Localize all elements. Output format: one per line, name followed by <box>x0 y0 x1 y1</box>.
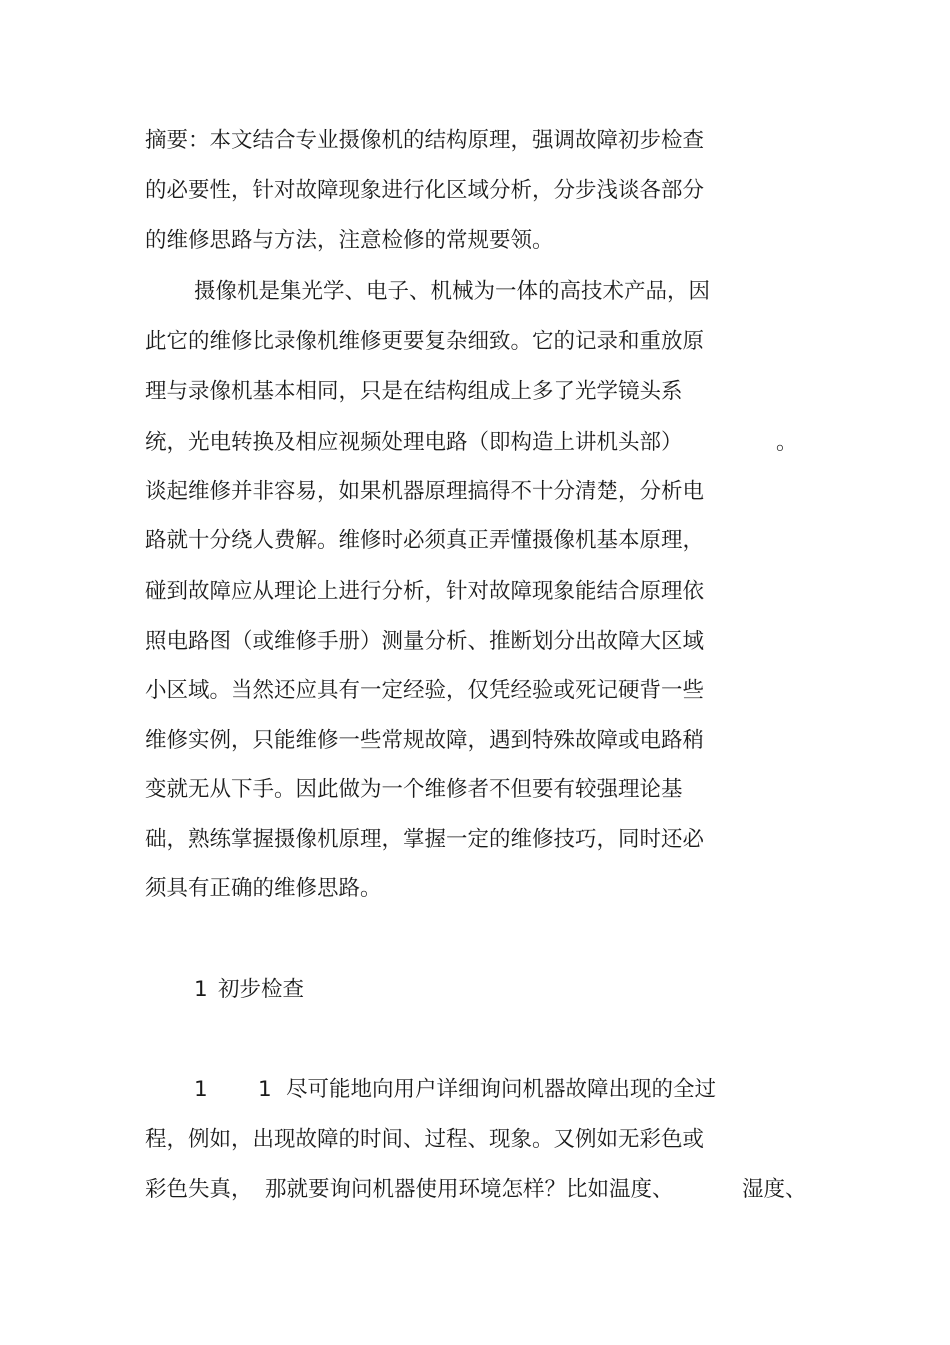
paragraph-text: 理与录像机基本相同，只是在结构组成上多了光学镜头系 <box>145 379 683 404</box>
paragraph-trailing-punct: 。 <box>776 430 798 455</box>
item-text: 湿度、 <box>742 1177 807 1202</box>
paragraph-text: 础，熟练掌握摄像机原理，掌握一定的维修技巧，同时还必 <box>145 827 705 852</box>
paragraph-text: 维修实例，只能维修一些常规故障，遇到特殊故障或电路稍 <box>145 728 705 753</box>
abstract-text: 的必要性，针对故障现象进行化区域分析，分步浅谈各部分 <box>145 178 705 203</box>
paragraph-text: 照电路图（或维修手册）测量分析、推断划分出故障大区域 <box>145 629 705 654</box>
item-text: 尽可能地向用户详细询问机器故障出现的全过 <box>286 1077 717 1102</box>
item-number-minor: 1 <box>258 1077 272 1102</box>
paragraph-text: 路就十分绕人费解。维修时必须真正弄懂摄像机基本原理， <box>145 528 705 553</box>
paragraph-text: 变就无从下手。因此做为一个维修者不但要有较强理论基 <box>145 777 683 802</box>
item-text: 程，例如，出现故障的时间、过程、现象。又例如无彩色或 <box>145 1127 705 1152</box>
paragraph-text: 此它的维修比录像机维修更要复杂细致。它的记录和重放原 <box>145 329 705 354</box>
abstract-text: 的维修思路与方法，注意检修的常规要领。 <box>145 228 554 253</box>
paragraph-text: 小区域。当然还应具有一定经验，仅凭经验或死记硬背一些 <box>145 678 705 703</box>
item-number-major: 1 <box>194 1077 208 1102</box>
abstract-text: 摘要：本文结合专业摄像机的结构原理，强调故障初步检查 <box>145 128 705 153</box>
section-title: 初步检查 <box>218 977 305 1002</box>
paragraph-text: 碰到故障应从理论上进行分析，针对故障现象能结合原理依 <box>145 579 705 604</box>
paragraph-text: 摄像机是集光学、电子、机械为一体的高技术产品，因 <box>194 279 711 304</box>
paragraph-text: 谈起维修并非容易，如果机器原理搞得不十分清楚，分析电 <box>145 479 705 504</box>
section-number: 1 <box>194 977 208 1002</box>
paragraph-text: 统，光电转换及相应视频处理电路（即构造上讲机头部） <box>145 430 683 455</box>
paragraph-text: 须具有正确的维修思路。 <box>145 876 382 901</box>
item-text: 那就要询问机器使用环境怎样？比如温度、 <box>265 1177 674 1202</box>
item-text: 彩色失真， <box>145 1177 253 1202</box>
